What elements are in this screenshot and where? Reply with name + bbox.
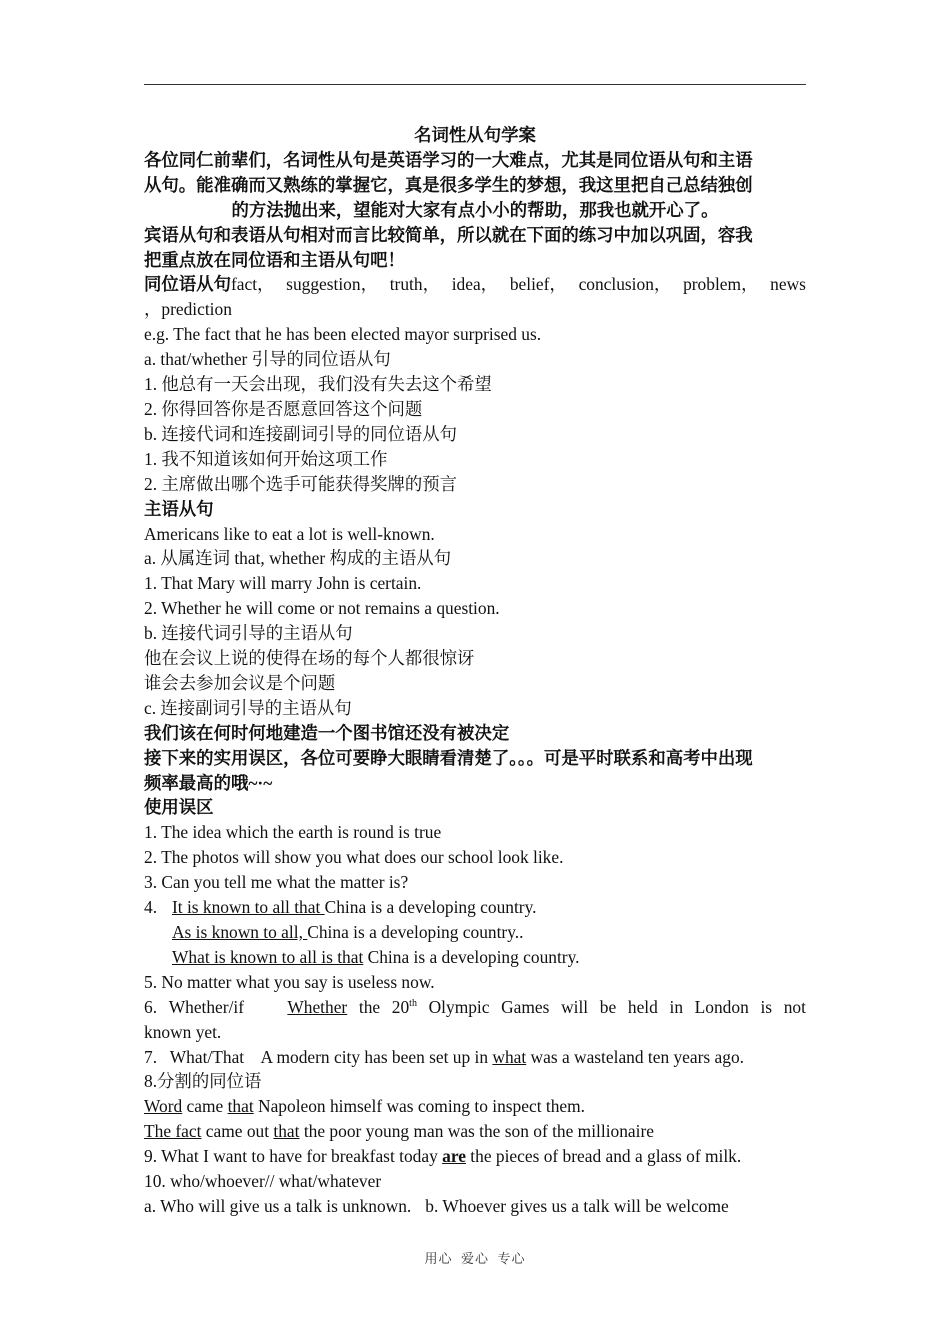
errors-heading: 使用误区 bbox=[144, 797, 214, 818]
appositive-a: a. that/whether 引导的同位语从句 bbox=[144, 349, 391, 370]
appositive-b-1: 1. 我不知道该如何开始这项工作 bbox=[144, 448, 388, 469]
error-1: 1. The idea which the earth is round is true bbox=[144, 822, 442, 843]
error-6: 6. Whether/if Whether the 20th Olympic Games will be held in London is not bbox=[144, 995, 806, 1020]
appositive-nouns-cont: ，prediction bbox=[144, 299, 232, 320]
error-2: 2. The photos will show you what does our school look like. bbox=[144, 847, 564, 868]
error-10-examples: a. Who will give us a talk is unknown. b. Whoever gives us a talk will be welcome bbox=[144, 1195, 729, 1216]
error-8: 8.分割的同位语 bbox=[144, 1071, 262, 1092]
page-title: 名词性从句学案 bbox=[414, 125, 536, 145]
intro2-line-2: 把重点放在同位语和主语从句吧！ bbox=[144, 249, 405, 270]
error-4b: As is known to all, China is a developing country.. bbox=[172, 922, 524, 942]
error-3: 3. Can you tell me what the matter is? bbox=[144, 872, 409, 893]
subject-c-1: 我们该在何时何地建造一个图书馆还没有被决定 bbox=[144, 722, 510, 743]
appositive-heading: 同位语从句 bbox=[144, 274, 231, 295]
intro-line-1: 各位同仁前辈们，名词性从句是英语学习的一大难点，尤其是同位语从句和主语 bbox=[144, 149, 753, 170]
error-8a: Word came that Napoleon himself was coming to inspect them. bbox=[144, 1096, 585, 1117]
subject-heading: 主语从句 bbox=[144, 498, 214, 519]
appositive-a-1: 1. 他总有一天会出现，我们没有失去这个希望 bbox=[144, 374, 492, 395]
subject-a-2: 2. Whether he will come or not remains a question. bbox=[144, 598, 500, 619]
intro-line-2: 从句。能准确而又熟练的掌握它，真是很多学生的梦想，我这里把自己总结独创 bbox=[144, 174, 753, 195]
appositive-b-2: 2. 主席做出哪个选手可能获得奖牌的预言 bbox=[144, 473, 458, 494]
subject-a-1: 1. That Mary will marry John is certain. bbox=[144, 573, 422, 594]
error-9: 9. What I want to have for breakfast today are the pieces of bread and a glass of milk. bbox=[144, 1146, 742, 1167]
subject-b-2: 谁会去参加会议是个问题 bbox=[144, 672, 336, 693]
subject-b: b. 连接代词引导的主语从句 bbox=[144, 623, 353, 644]
appositive-b: b. 连接代词和连接副词引导的同位语从句 bbox=[144, 423, 458, 444]
page-footer: 用心 爱心 专心 bbox=[424, 1251, 526, 1266]
warning-line-1: 接下来的实用误区，各位可要睁大眼睛看清楚了。。。可是平时联系和高考中出现 bbox=[144, 747, 753, 768]
error-10: 10. who/whoever// what/whatever bbox=[144, 1171, 382, 1192]
subject-c: c. 连接副词引导的主语从句 bbox=[144, 697, 352, 718]
warning-line-2: 频率最高的哦~·~ bbox=[144, 772, 273, 793]
error-6-cont: known yet. bbox=[144, 1021, 222, 1042]
subject-example: Americans like to eat a lot is well-known. bbox=[144, 523, 435, 544]
ordinal-20th: 20th bbox=[391, 996, 417, 1017]
header-rule bbox=[144, 84, 806, 85]
appositive-example: e.g. The fact that he has been elected mayor surprised us. bbox=[144, 324, 542, 345]
document-body bbox=[144, 123, 806, 1219]
intro-line-3: 的方法抛出来，望能对大家有点小小的帮助，那我也就开心了。 bbox=[231, 199, 719, 220]
intro2-line-1: 宾语从句和表语从句相对而言比较简单，所以就在下面的练习中加以巩固，容我 bbox=[144, 224, 753, 245]
appositive-nouns-line: 同位语从句fact， suggestion， truth， idea， belief， conclusion， problem， news bbox=[144, 274, 806, 295]
subject-a: a. 从属连词 that, whether 构成的主语从句 bbox=[144, 548, 452, 569]
appositive-a-2: 2. 你得回答你是否愿意回答这个问题 bbox=[144, 398, 423, 419]
error-7: 7. What/That A modern city has been set up in what was a wasteland ten years ago. bbox=[144, 1046, 744, 1067]
error-8b: The fact came out that the poor young man was the son of the millionaire bbox=[144, 1121, 654, 1142]
error-5: 5. No matter what you say is useless now. bbox=[144, 971, 435, 992]
error-4a: 4. It is known to all that China is a developing country. bbox=[144, 897, 537, 918]
subject-b-1: 他在会议上说的使得在场的每个人都很惊讶 bbox=[144, 648, 475, 669]
error-4c: What is known to all is that China is a developing country. bbox=[172, 946, 580, 967]
